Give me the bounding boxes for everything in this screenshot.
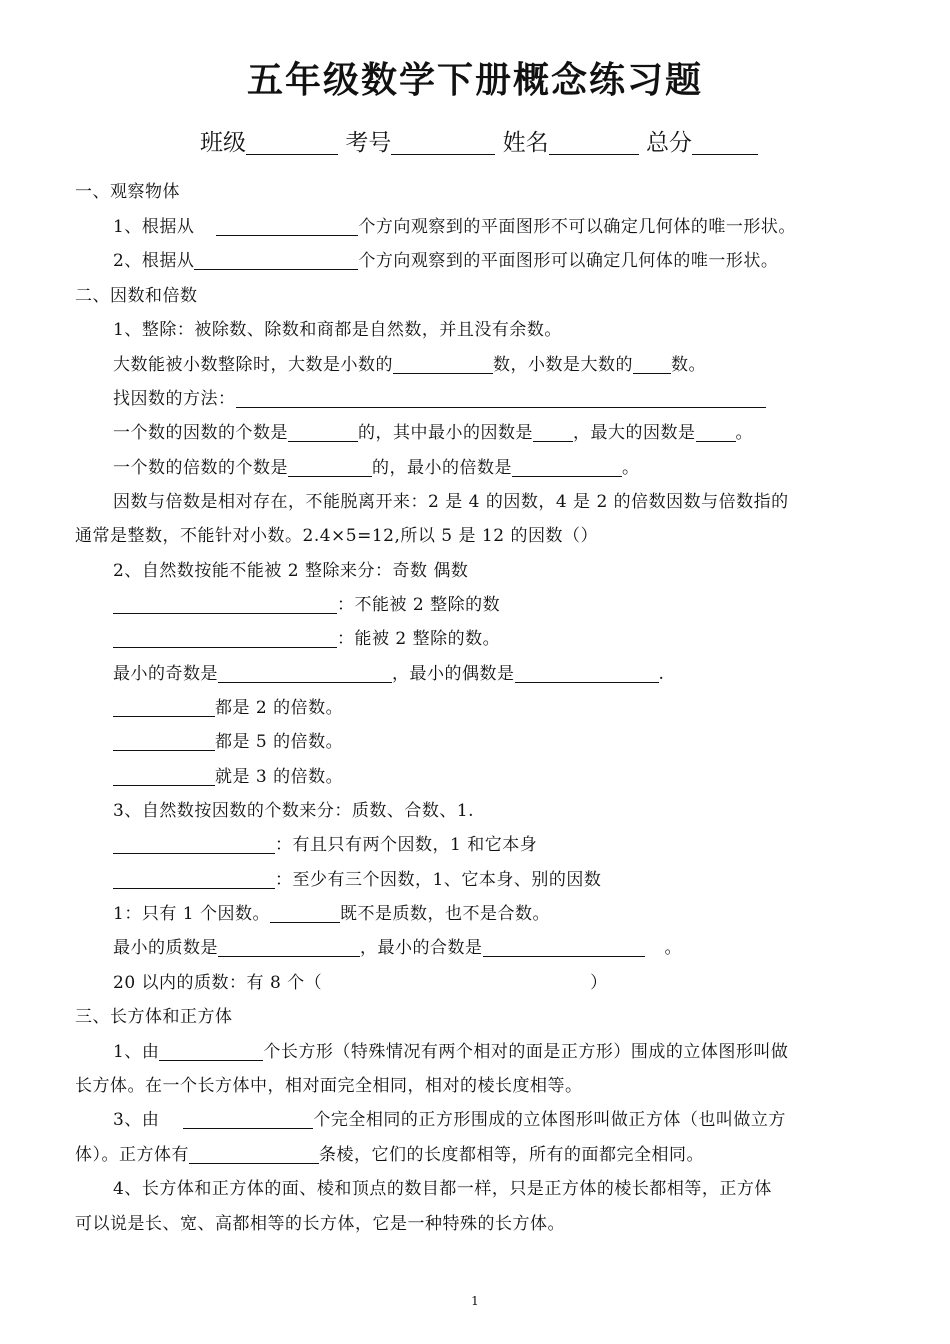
question-text: 就是 3 的倍数。 (215, 767, 344, 787)
name-blank[interactable] (549, 130, 639, 155)
question-line (113, 659, 664, 684)
question-text: ，最小的偶数是 (392, 664, 515, 684)
question-text: 一个数的因数的个数是 (113, 423, 288, 443)
answer-blank[interactable] (696, 423, 736, 442)
answer-blank[interactable] (393, 355, 493, 374)
question-line (113, 246, 778, 271)
answer-blank[interactable] (113, 835, 275, 854)
question-text: 都是 2 的倍数。 (215, 698, 344, 718)
exam-no-blank[interactable] (391, 130, 495, 155)
question-text: 既不是质数，也不是合数。 (339, 904, 550, 924)
question-text: ，最小的合数是 (360, 938, 483, 958)
text-line: 可以说是长、宽、高都相等的长方体，它是一种特殊的长方体。 (75, 1214, 565, 1234)
text-line: 3、自然数按因数的个数来分：质数、合数、1. (113, 801, 475, 821)
score-label: 总分 (645, 130, 692, 156)
question-text: 。 (664, 938, 682, 958)
question-line (113, 865, 601, 890)
question-text: 数，小数是大数的 (493, 355, 633, 375)
text-line: 通常是整数，不能针对小数。2.4×5=12,所以 5 是 12 的因数（） (75, 526, 598, 546)
answer-blank[interactable] (270, 904, 340, 923)
answer-blank[interactable] (159, 1042, 263, 1061)
answer-blank[interactable] (483, 938, 645, 957)
question-line (113, 727, 343, 752)
question-text: 个方向观察到的平面图形可以确定几何体的唯一形状。 (358, 251, 779, 271)
answer-blank[interactable] (113, 698, 215, 717)
question-text: ） (590, 973, 608, 993)
class-blank[interactable] (246, 130, 338, 155)
answer-blank[interactable] (218, 664, 392, 683)
question-text: 大数能被小数整除时，大数是小数的 (113, 355, 393, 375)
answer-blank[interactable] (288, 458, 372, 477)
name-label: 姓名 (502, 130, 549, 156)
score-blank[interactable] (692, 130, 758, 155)
question-text: 20 以内的质数：有 8 个（ (113, 973, 323, 993)
answer-blank[interactable] (183, 1110, 313, 1129)
answer-blank[interactable] (194, 251, 358, 270)
question-line (113, 453, 640, 478)
question-text: 1：只有 1 个因数。 (113, 904, 270, 924)
student-info-row (200, 124, 758, 157)
question-text: 数。 (671, 355, 706, 375)
class-label: 班级 (200, 130, 246, 156)
question-text: 。 (622, 458, 640, 478)
answer-blank[interactable] (218, 938, 360, 957)
question-text: ，最大的因数是 (573, 423, 696, 443)
question-line (113, 830, 537, 855)
text-line: 2、自然数按能不能被 2 整除来分：奇数 偶数 (113, 561, 469, 581)
question-line (113, 384, 766, 409)
question-line (113, 693, 343, 718)
question-text: 2、根据从 (113, 251, 195, 271)
question-text: 。 (735, 423, 753, 443)
question-text: 最小的奇数是 (113, 664, 218, 684)
answer-blank[interactable] (288, 423, 358, 442)
text-line: 1、整除：被除数、除数和商都是自然数，并且没有余数。 (113, 320, 562, 340)
question-text: 都是 5 的倍数。 (215, 732, 344, 752)
answer-blank[interactable] (113, 767, 215, 786)
question-line (113, 590, 500, 615)
question-line (113, 968, 608, 993)
question-text: 1、根据从 (113, 217, 195, 237)
answer-blank[interactable] (113, 732, 215, 751)
answer-blank[interactable] (113, 629, 337, 648)
question-line (113, 212, 796, 237)
text-line: 长方体。在一个长方体中，相对面完全相同，相对的棱长度相等。 (75, 1076, 583, 1096)
question-line (113, 350, 706, 375)
question-text: ：有且只有两个因数，1 和它本身 (275, 835, 538, 855)
question-line (113, 899, 550, 924)
answer-blank[interactable] (515, 664, 659, 683)
question-text: 1、由 (113, 1042, 160, 1062)
question-text: 个完全相同的正方形围成的立体图形叫做正方体（也叫做立方 (313, 1110, 786, 1130)
question-text: 的，最小的倍数是 (372, 458, 512, 478)
text-line: 4、长方体和正方体的面、棱和顶点的数目都一样，只是正方体的棱长都相等，正方体 (113, 1179, 772, 1199)
answer-blank[interactable] (236, 389, 766, 408)
question-text: 的，其中最小的因数是 (358, 423, 533, 443)
answer-blank[interactable] (216, 217, 358, 236)
question-line (113, 624, 500, 649)
question-text: 3、由 (113, 1110, 160, 1130)
answer-blank[interactable] (113, 595, 337, 614)
question-line (75, 1140, 704, 1165)
question-text: . (658, 664, 665, 684)
section-heading: 三、长方体和正方体 (75, 1007, 233, 1027)
answer-blank[interactable] (633, 355, 671, 374)
question-text: 一个数的倍数的个数是 (113, 458, 288, 478)
page-number: 1 (471, 1294, 479, 1308)
answer-blank[interactable] (512, 458, 622, 477)
question-line (113, 762, 343, 787)
answer-blank[interactable] (533, 423, 573, 442)
question-text: 个方向观察到的平面图形不可以确定几何体的唯一形状。 (358, 217, 796, 237)
answer-blank[interactable] (189, 1145, 319, 1164)
question-line (113, 1037, 788, 1062)
question-text: ：不能被 2 整除的数 (337, 595, 501, 615)
answer-blank[interactable] (113, 870, 275, 889)
page-title: 五年级数学下册概念练习题 (246, 60, 703, 101)
text-line: 因数与倍数是相对存在，不能脱离开来：2 是 4 的因数，4 是 2 的倍数因数与倍数指的 (113, 492, 789, 512)
section-heading: 一、观察物体 (75, 182, 180, 202)
question-line (113, 1105, 786, 1130)
question-text: 最小的质数是 (113, 938, 218, 958)
question-text: 个长方形（特殊情况有两个相对的面是正方形）围成的立体图形叫做 (263, 1042, 789, 1062)
question-text: 条棱，它们的长度都相等，所有的面都完全相同。 (319, 1145, 704, 1165)
question-text: 体）。正方体有 (75, 1145, 189, 1165)
question-text: ：至少有三个因数，1、它本身、别的因数 (275, 870, 602, 890)
question-line (113, 933, 682, 958)
section-heading: 二、因数和倍数 (75, 286, 198, 306)
question-text: ：能被 2 整除的数。 (337, 629, 501, 649)
question-line (113, 418, 753, 443)
question-text: 找因数的方法： (113, 389, 236, 409)
exam-no-label: 考号 (345, 130, 392, 156)
